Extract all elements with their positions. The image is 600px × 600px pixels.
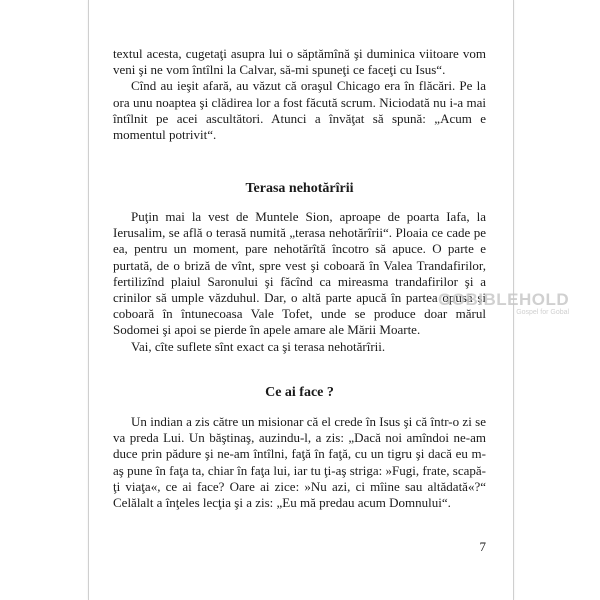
ce-ai-face-text [113, 414, 486, 511]
paragraph-5: Un indian a zis către un misionar că el crede în Isus şi că într-o zi se va preda Lui. Un băştinaş, auzindu-l, a zis: „Dacă noi amîndoi ne-am duce prin pădure şi ne-am întîlni, faţă în faţă, cu un tigru şi dacă eu m-aş pune în faţa ta, chiar în faţa lui, iar tu ţi-aş striga: »Fugi, frate, scapă-ţi viaţa«, ce ai face? Oare ai zice: »Nu azi, ci mîine sau altădată«?“ Celălalt a înţeles lecţia şi a zis: „Eu mă predau acum Domnului“. [113, 414, 486, 511]
paragraph-1: textul acesta, cugetaţi asupra lui o săptămînă şi duminica viitoare vom veni şi ne vom întîlni la Calvar, să-mi spuneţi ce faceţi cu Isus“. [113, 46, 486, 78]
watermark-tagline: Gospel for Gobal [516, 309, 570, 316]
paragraph-4: Vai, cîte suflete sînt exact ca şi terasa nehotărîrii. [131, 338, 386, 354]
terasa-text [113, 209, 486, 355]
watermark-brand: GOBIBLEHOLD [438, 290, 570, 309]
section-heading-ce-ai-face: Ce ai face ? [265, 385, 334, 400]
watermark-logo [438, 291, 569, 316]
paragraph-3: Puţin mai la vest de Muntele Sion, aproape de poarta Iafa, la Ierusalim, se află o terasă numită „terasa nehotărîrii“. Ploaia ce cade pe ea, pentru un moment, pare nehotărîtă încotro să apuce. O parte e purtată, de o briză de vînt, spre vest şi coboară în Valea Trandafirilor, fertilizînd plaiul Saronului şi făcînd ca mireasma trandafirilor şi a crinilor să umple văzduhul. Dar, o altă parte apucă în partea opusă şi coboară în întunecoasa Vale Tofet, unde se produce doar mărul Sodomei şi apoi se pierde în apele amare ale Mării Moarte. [113, 209, 486, 338]
paragraph-2: Cînd au ieşit afară, au văzut că oraşul Chicago era în flăcări. Pe la ora unu noaptea şi clădirea lor a fost făcută scrum. Niciodată nu i-a mai întîlnit pe acei ascultători. Atunci a învăţat să spună: „Acum e momentul potrivit“. [113, 78, 486, 143]
opening-text [113, 46, 486, 143]
page-number: 7 [479, 539, 486, 554]
section-heading-terasa: Terasa nehotărîrii [245, 181, 354, 196]
